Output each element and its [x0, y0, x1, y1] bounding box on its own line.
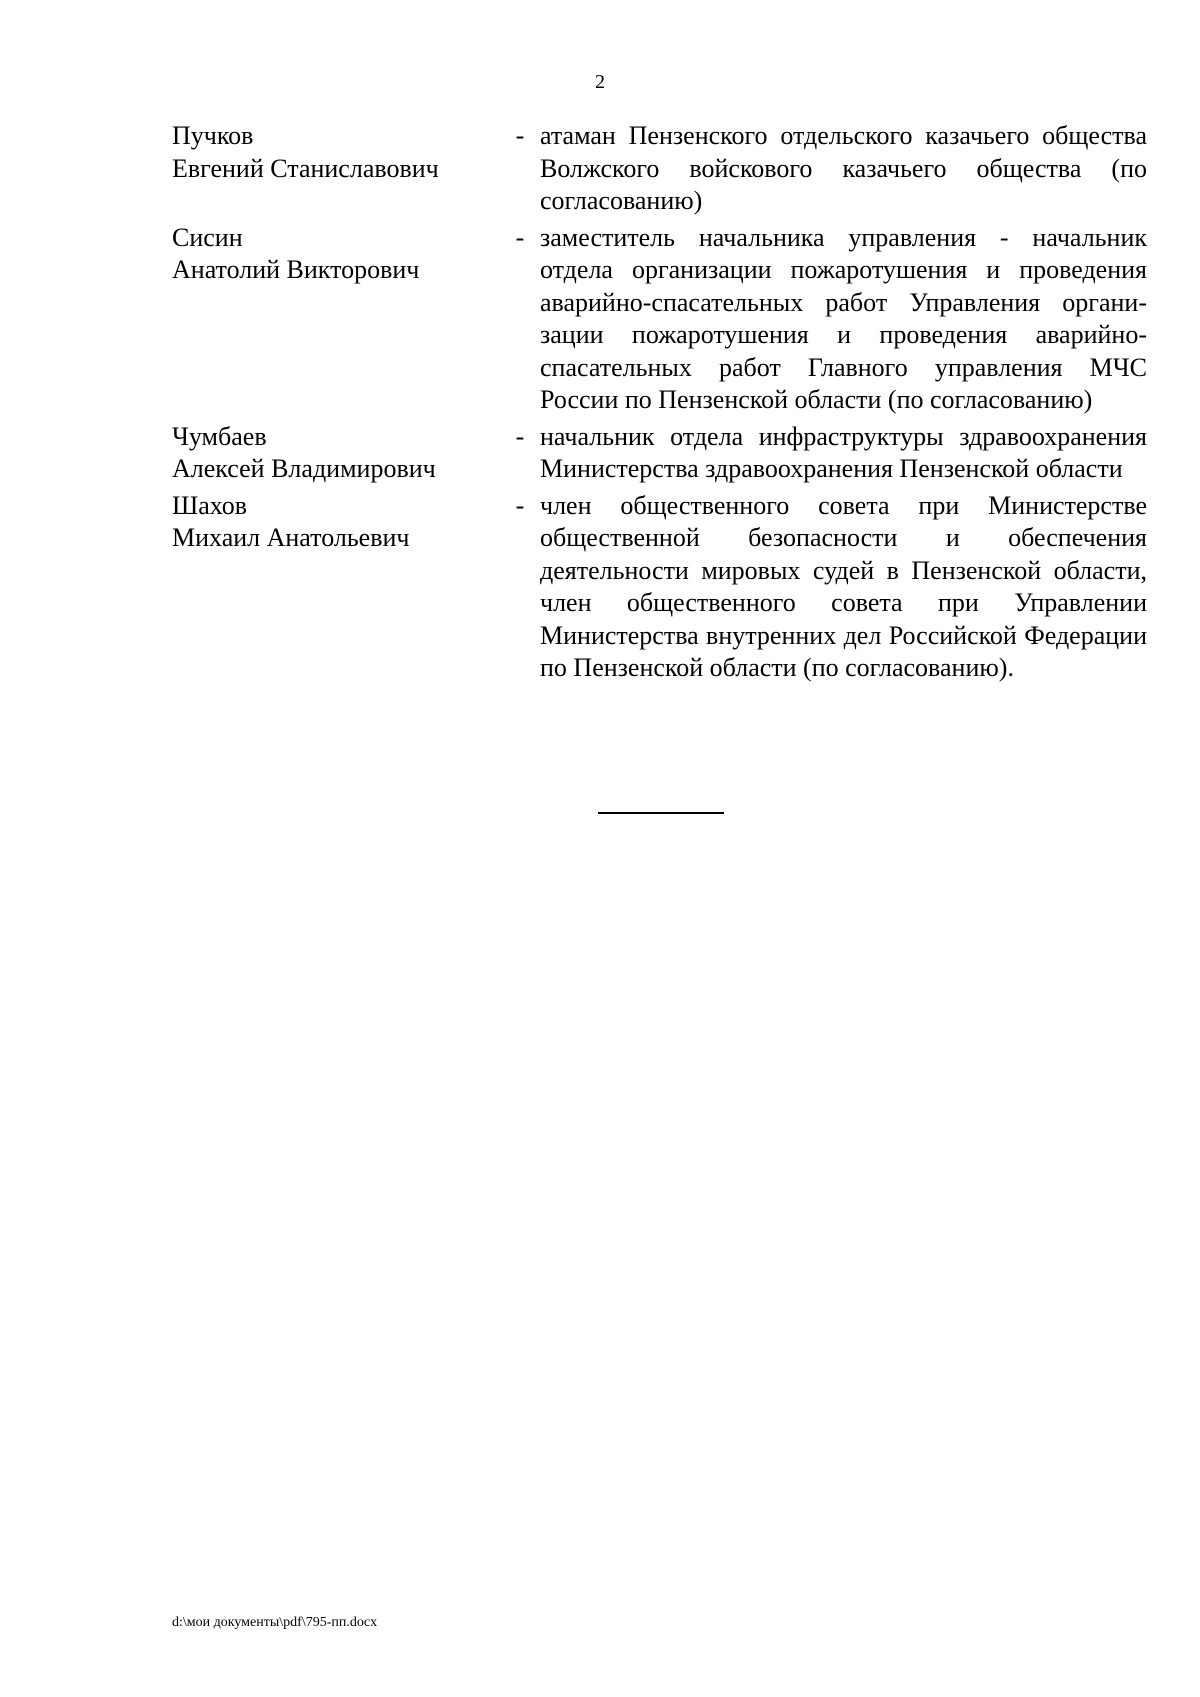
member-given-names: Михаил Анатольевич — [172, 523, 410, 552]
footer-file-path: d:\мои документы\pdf\795-пп.docx — [172, 1615, 378, 1630]
member-given-names: Алексей Владимирович — [172, 454, 436, 483]
member-row — [172, 120, 1147, 218]
member-dash: - — [515, 490, 525, 520]
member-position: член общественного совета при Министерстве общественной безопасности и обеспечения деятельности мировых судей в Пензенской области, член общественного совета при Управлении Министерства внутренних дел Российской Федерации по Пензенской области (по согласованию). — [540, 490, 1147, 682]
members-list — [172, 120, 1147, 689]
member-row — [172, 421, 1147, 486]
member-surname: Пучков — [172, 121, 254, 150]
page-number: 2 — [595, 71, 605, 93]
member-position: начальник отдела инфраструктуры здравоохранения Министерства здравоохранения Пензенской области — [540, 421, 1147, 483]
member-name — [172, 421, 500, 486]
member-position: заместитель начальника управления - начальник отдела организации пожаротушения и проведения аварийно-спасательных работ Управления организации пожаротушения и проведения аварийно-спасательных работ Главного управления МЧС России по Пензенской области (по согласованию) — [540, 222, 1147, 414]
member-dash: - — [515, 121, 525, 150]
member-name — [172, 490, 500, 555]
member-position: атаман Пензенского отдельского казачьего общества Волжского войскового казачьего общества (по согласованию) — [540, 121, 1147, 215]
member-name — [172, 222, 500, 287]
member-given-names: Евгений Станиславович — [172, 153, 439, 183]
member-given-names: Анатолий Викторович — [172, 255, 420, 284]
end-of-list-rule — [598, 812, 724, 814]
member-row — [172, 222, 1147, 417]
member-dash: - — [515, 222, 525, 252]
member-name — [172, 120, 500, 185]
member-surname: Чумбаев — [172, 421, 267, 451]
member-surname: Шахов — [172, 490, 248, 520]
member-dash: - — [515, 421, 525, 451]
member-surname: Сисин — [172, 222, 243, 252]
member-row — [172, 490, 1147, 685]
